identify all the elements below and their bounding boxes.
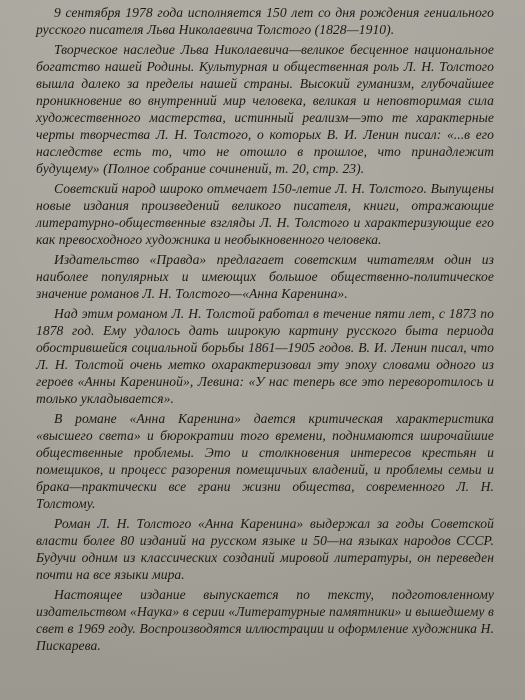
paragraph-writing-history: Над этим романом Л. Н. Толстой работал в течение пяти лет, с 1873 по 1878 год. Ему удалось дать широкую картину русского быта периода обострившейся социальной борьбы 1861—1905 годов. В. И. Ленин писал, что Л. Н. Толстой очень метко охарактеризовал эту эпоху словами одного из героев «Анны Карениной», Левина: «У нас теперь все это переворотилось и только укладывается». [36,306,494,406]
paragraph-legacy: Творческое наследие Льва Николаевича—великое бесценное национальное богатство нашей Родины. Культурная и общественная роль Л. Н. Толстого вышла далеко за пределы нашей страны. Высокий гуманизм, глубочайшее проникновение во внутренний мир человека, великая и неповторимая сила художественного мастерства, истинный реализм—это те характерные черты творчества Л. Н. Толстого, о которых В. И. Ленин писал: «...в его наследстве есть то, что не отошло в прошлое, что принадлежит будущему» (Полное собрание сочинений, т. 20, стр. 23). [36,42,494,176]
paragraph-editions: Роман Л. Н. Толстого «Анна Каренина» выдержал за годы Советской власти более 80 изданий на русском языке и 50—на языках народов СССР. Будучи одним из классических созданий мировой литературы, он переведен почти на все языки мира. [36,516,494,582]
paragraph-critique: В романе «Анна Каренина» дается критическая характеристика «высшего света» и бюрократии того времени, поднимаются широчайшие общественные проблемы. Это и столкновения интересов крестьян и помещиков, и процесс разорения помещичьих владений, и проблемы семьи и брака—практически все грани жизни общества, современного Л. Н. Толстому. [36,411,494,511]
paragraph-celebration: Советский народ широко отмечает 150-летие Л. Н. Толстого. Выпущены новые издания произведений великого писателя, книги, отражающие литературно-общественные взгляды Л. Н. Толстого и характеризующие его как превосходного художника и необыкновенного человека. [36,181,494,247]
preface-text [36,4,494,654]
paragraph-anniversary: 9 сентября 1978 года исполняется 150 лет со дня рождения гениального русского писателя Льва Николаевича Толстого (1828—1910). [36,5,494,37]
paragraph-edition-source: Настоящее издание выпускается по тексту, подготовленному издательством «Наука» в серии «Литературные памятники» и вышедшему в свет в 1969 году. Воспроизводятся иллюстрации и оформление художника Н. Пискарева. [36,587,494,653]
paragraph-publisher: Издательство «Правда» предлагает советским читателям один из наиболее популярных и имеющих большое общественно-политическое значение романов Л. Н. Толстого—«Анна Каренина». [36,252,494,301]
